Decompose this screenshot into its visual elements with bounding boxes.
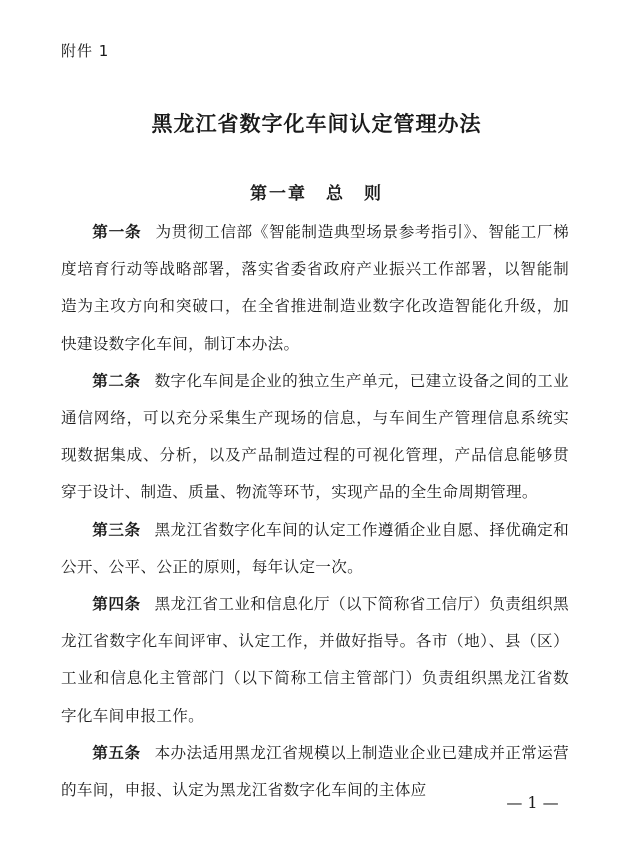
chapter-heading: 第一章 总 则 bbox=[250, 184, 383, 204]
page-number-text: — 1 — bbox=[506, 793, 559, 812]
article-text: 为贯彻工信部《智能制造典型场景参考指引》、智能工厂梯度培育行动等战略部署，落实省委省政府产业振兴工作部署，以智能制造为主攻方向和突破口，在全省推进制造业数字化改造智能化升级，加快建设数字化车间，制订本办法。 bbox=[61, 223, 569, 353]
document-body bbox=[61, 214, 569, 809]
article-3 bbox=[61, 512, 569, 586]
article-2 bbox=[61, 363, 569, 512]
article-number: 第二条 bbox=[92, 371, 141, 390]
article-number: 第三条 bbox=[92, 520, 141, 539]
attachment-label: 附件 1 bbox=[61, 42, 110, 60]
document-title: 黑龙江省数字化车间认定管理办法 bbox=[151, 111, 482, 136]
article-text: 黑龙江省工业和信息化厅（以下简称省工信厅）负责组织黑龙江省数字化车间评审、认定工作，并做好指导。各市（地）、县（区）工业和信息化主管部门（以下简称工信主管部门）负责组织黑龙江省数字化车间申报工作。 bbox=[61, 595, 569, 725]
article-number: 第一条 bbox=[92, 223, 142, 241]
article-1 bbox=[61, 214, 569, 363]
article-number: 第四条 bbox=[92, 595, 141, 614]
article-number: 第五条 bbox=[92, 743, 141, 762]
article-text: 黑龙江省数字化车间的认定工作遵循企业自愿、择优确定和公开、公平、公正的原则，每年认定一次。 bbox=[61, 520, 569, 576]
article-text: 本办法适用黑龙江省规模以上制造业企业已建成并正常运营的车间，申报、认定为黑龙江省数字化车间的主体应 bbox=[61, 743, 569, 800]
article-4 bbox=[61, 586, 569, 735]
page-number bbox=[0, 793, 633, 812]
article-text: 数字化车间是企业的独立生产单元，已建立设备之间的工业通信网络，可以充分采集生产现场的信息，与车间生产管理信息系统实现数据集成、分析，以及产品制造过程的可视化管理，产品信息能够贯穿于设计、制造、质量、物流等环节，实现产品的全生命周期管理。 bbox=[61, 371, 569, 502]
